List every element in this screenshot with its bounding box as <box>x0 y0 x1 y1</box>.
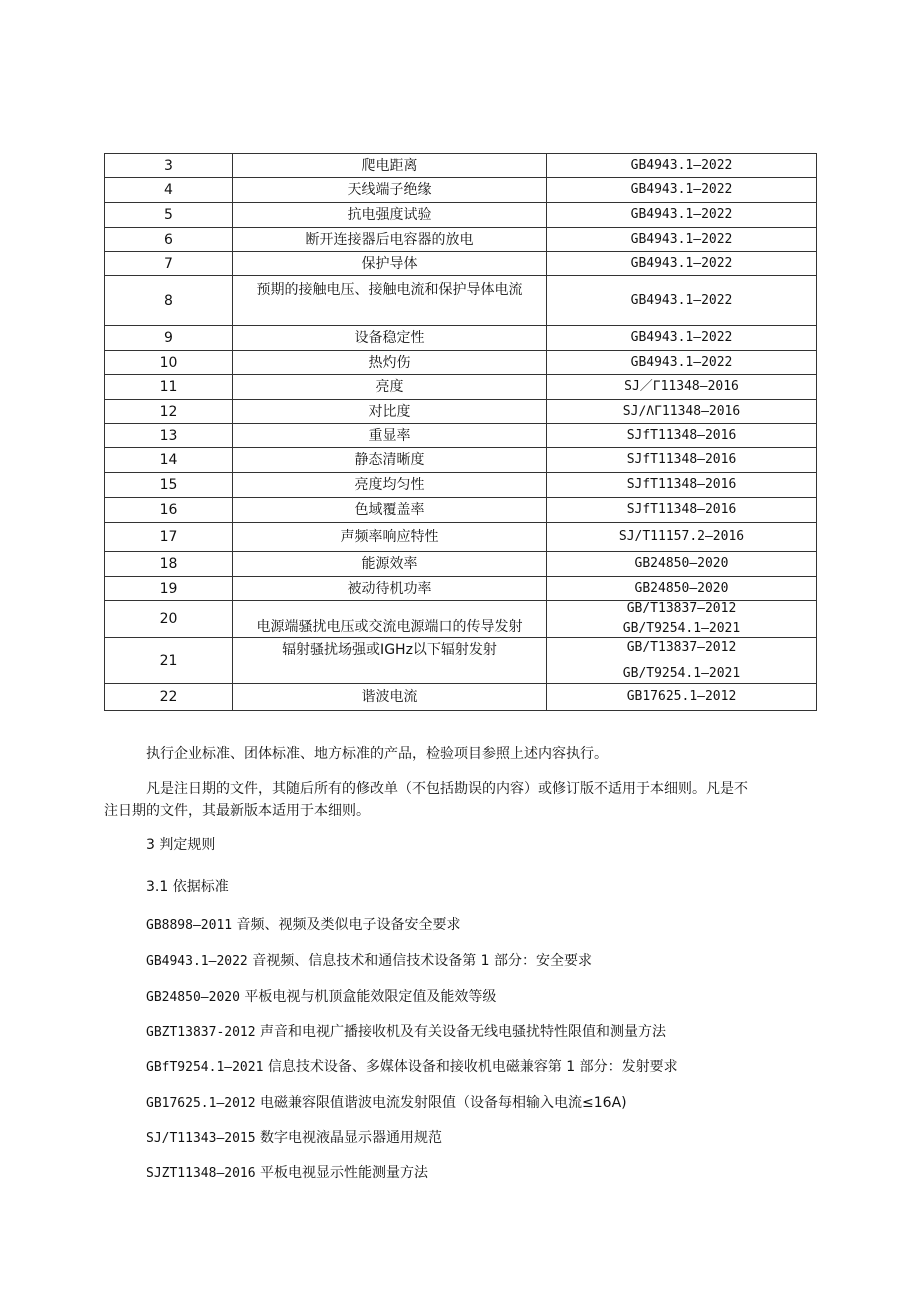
reference-code: SJ/T11343—2015 <box>146 1131 256 1146</box>
standard-code: GB17625.1—2012 <box>626 689 737 704</box>
standard-code: GB/T13837—2012 <box>626 639 737 655</box>
standard-code: SJfT11348—2016 <box>626 477 737 492</box>
section-heading-3-1: 3.1 依据标准 <box>146 879 229 895</box>
standard-code: GB/T9254.1—2021 <box>622 621 741 636</box>
standard-reference <box>547 601 817 638</box>
row-number: 17 <box>105 523 233 552</box>
test-item: 热灼伤 <box>233 351 547 375</box>
standard-code: GB/T9254.1—2021 <box>622 665 741 681</box>
test-item: 对比度 <box>233 400 547 424</box>
reference-title: 平板电视与机顶盒能效限定值及能效等级 <box>239 989 497 1005</box>
test-item: 断开连接器后电容器的放电 <box>233 228 547 252</box>
standard-code: SJ∕ΛΓ11348—2016 <box>622 403 741 419</box>
standard-code: SJ／Γ11348—2016 <box>624 379 739 394</box>
standard-code: GB4943.1—2022 <box>630 330 733 345</box>
standard-code: GB4943.1—2022 <box>630 292 733 308</box>
table-row <box>105 552 817 577</box>
table-row <box>105 424 817 448</box>
table-row <box>105 448 817 473</box>
table-row <box>105 577 817 601</box>
reference-standard <box>146 1128 442 1149</box>
standard-code: SJfT11348—2016 <box>626 427 737 443</box>
reference-code: GBfT9254.1—2021 <box>146 1060 264 1075</box>
test-item: 设备稳定性 <box>233 326 547 351</box>
row-number: 3 <box>105 154 233 178</box>
reference-code: SJZT11348—2016 <box>146 1166 256 1181</box>
reference-code: GBZT13837-2012 <box>146 1025 256 1040</box>
table-row <box>105 203 817 228</box>
standard-reference <box>547 375 817 400</box>
test-item: 色域覆盖率 <box>233 498 547 523</box>
table-row <box>105 154 817 178</box>
table-row <box>105 228 817 252</box>
row-number: 15 <box>105 473 233 498</box>
row-number: 14 <box>105 448 233 473</box>
row-number: 20 <box>105 601 233 638</box>
table-row <box>105 684 817 711</box>
standard-code: GB4943.1—2022 <box>630 207 733 222</box>
reference-standard <box>146 1022 666 1043</box>
row-number: 7 <box>105 252 233 276</box>
test-item: 电源端骚扰电压或交流电源端口的传导发射 <box>233 601 547 638</box>
standard-code: SJfT11348—2016 <box>626 452 737 467</box>
section-heading-3: 3 判定规则 <box>146 837 216 853</box>
standard-reference <box>547 424 817 448</box>
table-row <box>105 178 817 203</box>
reference-standard <box>146 1163 428 1184</box>
reference-standard <box>146 987 496 1008</box>
test-item: 重显率 <box>233 424 547 448</box>
test-item: 辐射骚扰场强或IGHz以下辐射发射 <box>233 638 547 684</box>
table-row <box>105 351 817 375</box>
standard-code: GB4943.1—2022 <box>630 231 733 247</box>
reference-code: GB17625.1—2012 <box>146 1096 256 1111</box>
standard-reference <box>547 473 817 498</box>
test-item: 预期的接触电压、接触电流和保护导体电流 <box>233 276 547 326</box>
test-item: 声频率响应特性 <box>233 523 547 552</box>
standard-code: GB4943.1—2022 <box>630 255 733 271</box>
reference-title: 音频、视频及类似电子设备安全要求 <box>232 917 461 933</box>
reference-title: 声音和电视广播接收机及有关设备无线电骚扰特性限值和测量方法 <box>255 1024 667 1040</box>
standard-reference <box>547 552 817 577</box>
standard-reference <box>547 154 817 178</box>
standard-code: GB24850—2020 <box>634 580 729 596</box>
test-item: 亮度 <box>233 375 547 400</box>
reference-title: 电磁兼容限值谐波电流发射限值（设备每相输入电流≤16A) <box>255 1095 627 1111</box>
row-number: 4 <box>105 178 233 203</box>
row-number: 9 <box>105 326 233 351</box>
standard-reference <box>547 523 817 552</box>
standard-code: GB4943.1—2022 <box>630 354 733 370</box>
row-number: 18 <box>105 552 233 577</box>
reference-standard <box>146 1057 678 1078</box>
paragraph-dated-documents-line2: 注日期的文件，其最新版本适用于本细则。 <box>104 803 370 819</box>
row-number: 12 <box>105 400 233 424</box>
row-number: 11 <box>105 375 233 400</box>
table-row <box>105 326 817 351</box>
row-number: 8 <box>105 276 233 326</box>
standard-reference <box>547 684 817 711</box>
table-row <box>105 252 817 276</box>
reference-code: GB4943.1—2022 <box>146 954 248 969</box>
reference-standard <box>146 951 592 972</box>
reference-title: 数字电视液晶显示器通用规范 <box>255 1130 443 1146</box>
table-row <box>105 638 817 684</box>
standard-code: GB4943.1—2022 <box>630 157 733 173</box>
standard-reference <box>547 577 817 601</box>
row-number: 19 <box>105 577 233 601</box>
table-row <box>105 276 817 326</box>
standard-reference <box>547 400 817 424</box>
table-row <box>105 375 817 400</box>
standard-reference <box>547 448 817 473</box>
reference-standard <box>146 1093 627 1114</box>
test-item: 谐波电流 <box>233 684 547 711</box>
table-row <box>105 601 817 638</box>
row-number: 5 <box>105 203 233 228</box>
test-item: 保护导体 <box>233 252 547 276</box>
row-number: 16 <box>105 498 233 523</box>
row-number: 22 <box>105 684 233 711</box>
reference-code: GB24850—2020 <box>146 990 240 1005</box>
test-item: 亮度均匀性 <box>233 473 547 498</box>
table-row <box>105 473 817 498</box>
table-row <box>105 523 817 552</box>
standard-reference <box>547 638 817 684</box>
paragraph-enterprise-standards: 执行企业标准、团体标准、地方标准的产品，检验项目参照上述内容执行。 <box>146 746 608 762</box>
row-number: 10 <box>105 351 233 375</box>
standard-code: GB24850—2020 <box>634 556 729 571</box>
standard-reference <box>547 498 817 523</box>
row-number: 21 <box>105 638 233 684</box>
standard-reference <box>547 326 817 351</box>
table-row <box>105 400 817 424</box>
standard-reference <box>547 351 817 375</box>
standard-reference <box>547 276 817 326</box>
reference-title: 平板电视显示性能测量方法 <box>255 1165 429 1181</box>
standard-code: SJ/T11157.2—2016 <box>618 529 745 544</box>
standard-reference <box>547 228 817 252</box>
test-item: 静态清晰度 <box>233 448 547 473</box>
standard-code: SJfT11348—2016 <box>626 502 737 517</box>
test-item: 天线端子绝缘 <box>233 178 547 203</box>
row-number: 13 <box>105 424 233 448</box>
reference-title: 音视频、信息技术和通信技术设备第 1 部分：安全要求 <box>247 953 593 969</box>
standard-code: GB/T13837—2012 <box>626 601 737 616</box>
standard-code: GB4943.1—2022 <box>630 182 733 197</box>
table-row <box>105 498 817 523</box>
test-item: 爬电距离 <box>233 154 547 178</box>
test-item: 抗电强度试验 <box>233 203 547 228</box>
reference-title: 信息技术设备、多媒体设备和接收机电磁兼容第 1 部分：发射要求 <box>263 1059 678 1075</box>
standard-reference <box>547 252 817 276</box>
test-item: 能源效率 <box>233 552 547 577</box>
standard-reference <box>547 203 817 228</box>
reference-code: GB8898—2011 <box>146 918 233 933</box>
row-number: 6 <box>105 228 233 252</box>
reference-standard <box>146 915 461 936</box>
paragraph-dated-documents <box>104 778 816 822</box>
test-items-table <box>104 153 817 711</box>
standard-reference <box>547 178 817 203</box>
test-item: 被动待机功率 <box>233 577 547 601</box>
paragraph-dated-documents-line1: 凡是注日期的文件，其随后所有的修改单（不包括勘误的内容）或修订版不适用于本细则。凡是不 <box>146 781 748 797</box>
